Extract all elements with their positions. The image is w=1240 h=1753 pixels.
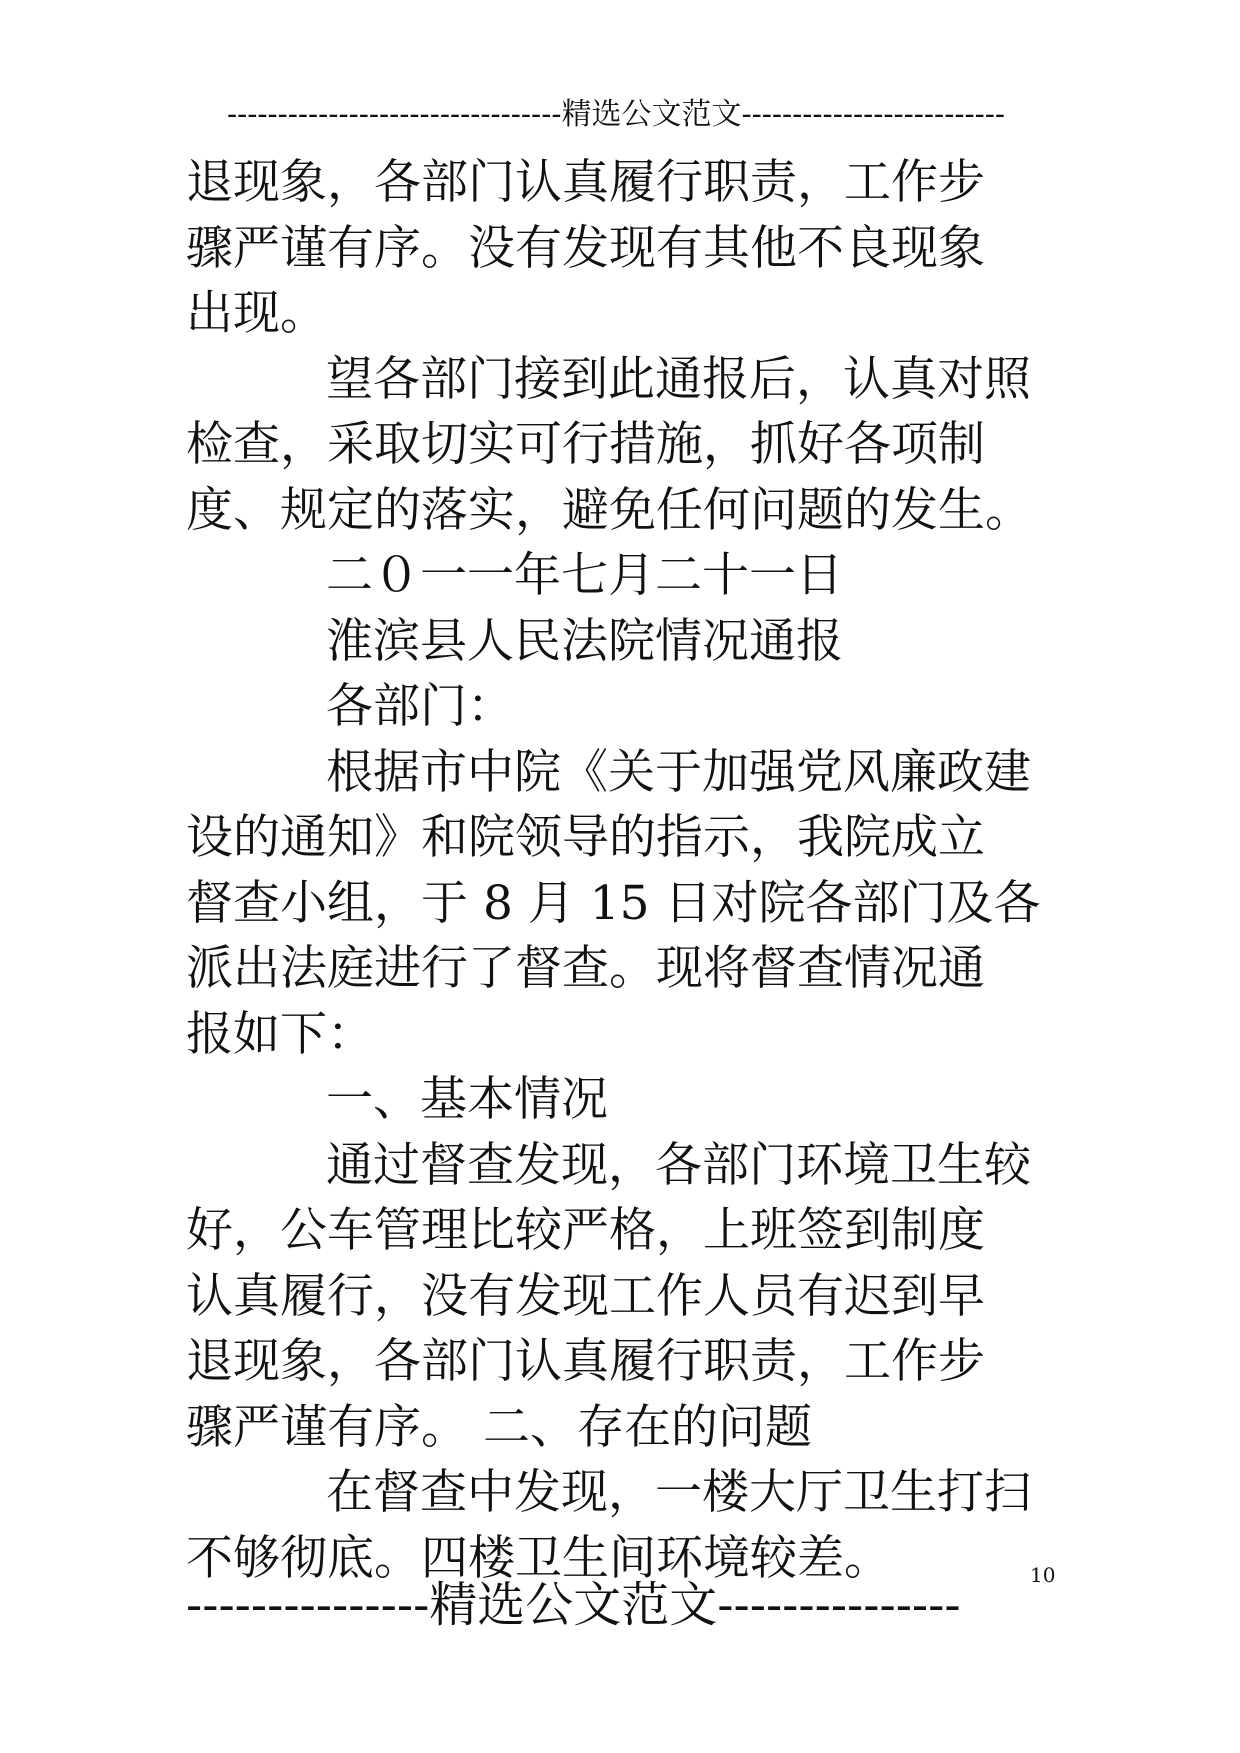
text-line: 根据市中院《关于加强党风廉政建 [326,744,1031,800]
text-line: 好，公车管理比较严格，上班签到制度 [186,1203,985,1258]
page-footer: ---------------精选公文范文--------------- [186,1577,961,1633]
text-line: 不够彻底。四楼卫生间环境较差。 [186,1530,891,1586]
text-line: 在督查中发现，一楼大厅卫生打扫 [326,1465,1031,1520]
text-line: 一、基本情况 [326,1072,608,1127]
text-line: 派出法庭进行了督查。现将督查情况通 [186,941,985,996]
text-line: 检查，采取切实可行措施，抓好各项制 [186,417,985,472]
text-line: 认真履行，没有发现工作人员有迟到早 [186,1268,985,1324]
text-line: 退现象，各部门认真履行职责，工作步 [186,1334,985,1389]
text-line: 出现。 [186,286,327,341]
text-line: 设的通知》和院领导的指示，我院成立 [186,810,985,865]
text-line: 度、规定的落实，避免任何问题的发生。 [186,482,1032,538]
text-line: 各部门： [326,679,514,734]
text-line: 二０一一年七月二十一日 [326,548,843,603]
page-number: 10 [1030,1563,1056,1587]
text-line: 报如下： [186,1006,374,1062]
document-body [186,150,1046,1591]
text-line: 通过督查发现，各部门环境卫生较 [326,1137,1031,1193]
text-line: 骤严谨有序。没有发现有其他不良现象 [186,220,985,276]
text-line: 望各部门接到此通报后，认真对照 [326,351,1031,407]
text-line: 督查小组，于 8 月 15 日对院各部门及各 [186,875,1041,931]
text-line: 淮滨县人民法院情况通报 [326,613,843,669]
text-line: 退现象，各部门认真履行职责，工作步 [186,155,985,210]
page-header: ---------------------------------精选公文范文-------------------------- [226,97,1006,132]
text-line: 骤严谨有序。 二、存在的问题 [186,1399,812,1455]
